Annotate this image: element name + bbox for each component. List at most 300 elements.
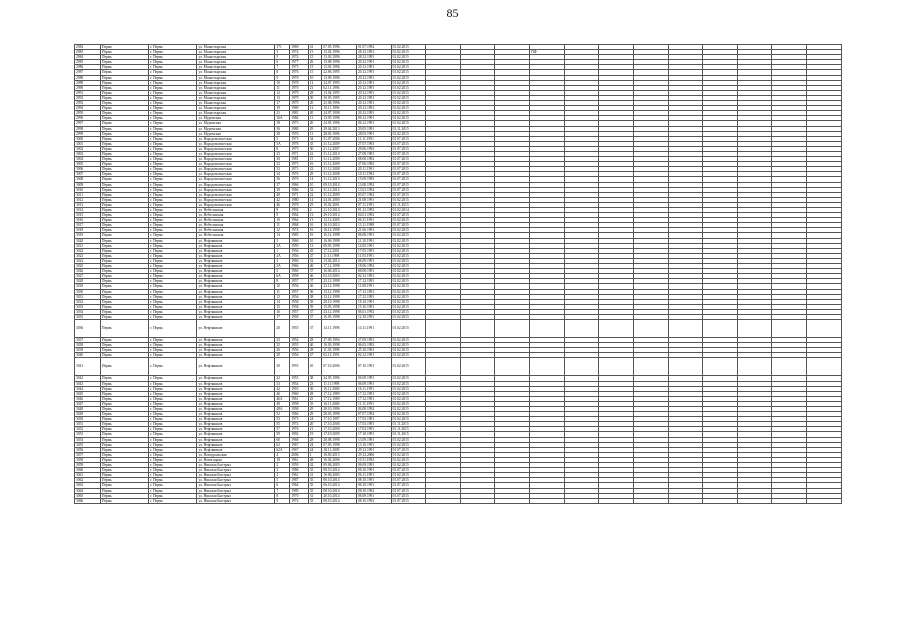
table-cell-c: г. Пермь: [149, 187, 197, 192]
table-cell-h: 17: [275, 101, 290, 106]
table-cell-c: г. Пермь: [149, 304, 197, 309]
table-cell-y: 1974: [290, 422, 309, 427]
table-cell-s: ул. Нефтяников: [197, 358, 275, 376]
registry-table: [74, 44, 842, 504]
table-cell-a: 16: [308, 223, 322, 228]
table-cell-work: [599, 358, 634, 376]
table-cell-d3: 01.02.2015: [391, 111, 426, 116]
table-cell-d: Пермь: [100, 60, 148, 65]
table-cell-c: г. Пермь: [149, 299, 197, 304]
table-cell-y: 1956: [290, 284, 309, 289]
table-cell-c: г. Пермь: [149, 258, 197, 263]
table-cell-h: 2А: [275, 253, 290, 258]
table-cell-c: г. Пермь: [149, 233, 197, 238]
table-cell-d: Пермь: [100, 269, 148, 274]
table-cell-c: г. Пермь: [149, 401, 197, 406]
table-cell-d3: 01.07.2015: [391, 182, 426, 187]
table-cell-d: Пермь: [100, 258, 148, 263]
table-cell-d3: 01.07.2015: [391, 493, 426, 498]
table-cell-d1: 17.12.1998: [322, 264, 357, 269]
table-cell-y: 1956: [290, 348, 309, 353]
table-cell-d1: 17.12.1989: [322, 391, 357, 396]
table-cell-h: 38: [275, 131, 290, 136]
table-cell-c: г. Пермь: [149, 478, 197, 483]
table-cell-s: ул. Нефтяников: [197, 314, 275, 319]
table-cell-h: 5А: [275, 141, 290, 146]
table-cell-d2: 20.12.1991: [356, 60, 391, 65]
table-cell-a: 22: [308, 167, 322, 172]
table-cell-h: 4: [275, 473, 290, 478]
table-cell-d1: 24.01.2000: [322, 197, 357, 202]
table-cell-d3: 01.07.2015: [391, 468, 426, 473]
table-cell-h: 46: [275, 202, 290, 207]
table-cell-n: 3044: [75, 386, 101, 391]
table-cell-s: ул. Монастырская: [197, 65, 275, 70]
table-cell-d2: 28.12.1991: [356, 50, 391, 55]
table-cell-d2: 06.01.1992: [356, 309, 391, 314]
table-cell-h: 9: [275, 498, 290, 503]
table-cell-d1: 02.10.2003: [322, 274, 357, 279]
table-cell-d1: 23.12.1998: [322, 309, 357, 314]
table-cell-h: 55: [275, 422, 290, 427]
table-cell-a: 10: [308, 238, 322, 243]
table-cell-a: 20: [308, 422, 322, 427]
table-cell-h: 23: [275, 151, 290, 156]
table-cell-y: 2006: [290, 452, 309, 457]
table-cell-d: Пермь: [100, 447, 148, 452]
table-cell-d3: 01.11.2015: [391, 126, 426, 131]
table-cell-d3: 01.07.2015: [391, 177, 426, 182]
table-cell-y: 1971: [290, 167, 309, 172]
table-cell-s: ул. Нефтяников: [197, 343, 275, 348]
table-cell-y: 1958: [290, 304, 309, 309]
table-cell-s: ул. Нефтяников: [197, 248, 275, 253]
table-cell-a: 35: [308, 141, 322, 146]
table-cell-d2: 06.08.1991: [356, 233, 391, 238]
table-cell-a: 41: [308, 45, 322, 50]
table-cell-y: 1978: [290, 80, 309, 85]
table-cell-s: ул. Нефтяников: [197, 274, 275, 279]
table-cell-y: 1980: [290, 197, 309, 202]
table-cell-s: ул. Нефтяников: [197, 417, 275, 422]
table-cell-c: г. Пермь: [149, 162, 197, 167]
table-cell-d2: 17.03.1991: [356, 417, 391, 422]
table-cell-d: Пермь: [100, 493, 148, 498]
table-cell-h: 16А: [275, 116, 290, 121]
table-cell-s: ул. Муромская: [197, 131, 275, 136]
table-cell-c: г. Пермь: [149, 279, 197, 284]
table-cell-h: 9: [275, 75, 290, 80]
table-cell-d2: 01.07.1992: [356, 45, 391, 50]
table-cell-y: 1958: [290, 401, 309, 406]
table-cell-s: ул. Николая Быстрых: [197, 488, 275, 493]
table-cell-h: 9: [275, 213, 290, 218]
table-cell-s: ул. Нефтяников: [197, 284, 275, 289]
table-cell-h: 13: [275, 95, 290, 100]
table-cell-h: 29: [275, 353, 290, 358]
table-cell-c: г. Пермь: [149, 95, 197, 100]
table-cell-y: 1967: [290, 447, 309, 452]
table-cell-d2: 06.09.1991: [356, 258, 391, 263]
table-cell-c: г. Пермь: [149, 381, 197, 386]
table-cell-c: г. Пермь: [149, 146, 197, 151]
table-cell-y: 1957: [290, 279, 309, 284]
table-cell-work: [668, 358, 703, 376]
table-cell-n: 3012: [75, 197, 101, 202]
table-cell-y: 1976: [290, 172, 309, 177]
table-cell-d1: 31.12.2009: [322, 141, 357, 146]
table-cell-d1: 13.02.1996: [322, 50, 357, 55]
table-cell-y: 1954: [290, 381, 309, 386]
table-cell-s: ул. Монастырская: [197, 101, 275, 106]
table-cell-d1: 08.10.2014: [322, 488, 357, 493]
table-cell-d: Пермь: [100, 468, 148, 473]
table-cell-d1: 10.02.2001: [322, 202, 357, 207]
table-cell-s: ул. Нефтяников: [197, 386, 275, 391]
table-cell-d: Пермь: [100, 65, 148, 70]
table-cell-d3: 01.02.2015: [391, 294, 426, 299]
table-cell-c: г. Пермь: [149, 101, 197, 106]
table-cell-d: Пермь: [100, 75, 148, 80]
table-cell-d: Пермь: [100, 182, 148, 187]
table-cell-d2: 27.07.1993: [356, 141, 391, 146]
table-cell-s: ул. Монастырская: [197, 75, 275, 80]
table-cell-d2: 20.12.1991: [356, 85, 391, 90]
table-cell-d3: 01.07.2015: [391, 172, 426, 177]
table-cell-d3: 01.11.2015: [391, 427, 426, 432]
table-cell-d1: 16.06.1998: [322, 238, 357, 243]
table-cell-c: г. Пермь: [149, 348, 197, 353]
table-cell-d: Пермь: [100, 478, 148, 483]
table-cell-a: 23: [308, 381, 322, 386]
table-cell-d1: 13.12.1998: [322, 294, 357, 299]
table-cell-n: 3027: [75, 274, 101, 279]
table-cell-h: 5: [275, 269, 290, 274]
table-cell-h: 17: [275, 314, 290, 319]
table-cell-d2: 08.10.1992: [356, 498, 391, 503]
table-cell-y: 1979: [290, 90, 309, 95]
table-cell-h: 21: [275, 111, 290, 116]
table-cell-y: 1979: [290, 95, 309, 100]
table-cell-d1: 17.12.2001: [322, 248, 357, 253]
table-cell-c: г. Пермь: [149, 151, 197, 156]
table-cell-n: 3015: [75, 213, 101, 218]
table-cell-d3: 01.02.2015: [391, 85, 426, 90]
table-cell-d3: 01.11.2015: [391, 432, 426, 437]
table-cell-work: [426, 498, 461, 503]
table-cell-d2: 06.09.1991: [356, 376, 391, 381]
table-cell-y: 1958: [290, 299, 309, 304]
table-cell-h: 3: [275, 50, 290, 55]
table-cell-a: 46: [308, 264, 322, 269]
table-cell-a: 20: [308, 101, 322, 106]
table-cell-d2: 28.03.1991: [356, 131, 391, 136]
table-cell-y: 1964: [290, 218, 309, 223]
table-cell-n: 2998: [75, 126, 101, 131]
table-cell-s: ул. Нефтяников: [197, 376, 275, 381]
table-cell-c: г. Пермь: [149, 432, 197, 437]
table-cell-d: Пермь: [100, 162, 148, 167]
table-cell-s: ул. Монастырская: [197, 111, 275, 116]
table-cell-c: г. Пермь: [149, 228, 197, 233]
table-cell-s: ул. Нефтяников: [197, 407, 275, 412]
table-cell-s: ул. Нефтяников: [197, 258, 275, 263]
table-cell-y: 1971: [290, 151, 309, 156]
table-cell-d2: 14.05.1991: [356, 243, 391, 248]
table-cell-d: Пермь: [100, 391, 148, 396]
table-cell-d1: 13.04.2014: [322, 258, 357, 263]
table-cell-n: 3009: [75, 182, 101, 187]
table-cell-d2: 06.09.1991: [356, 381, 391, 386]
table-cell-y: 1970: [290, 493, 309, 498]
table-cell-d1: 31.07.2006: [322, 136, 357, 141]
table-cell-h: 53: [275, 417, 290, 422]
table-cell-s: ул. Нефтяников: [197, 238, 275, 243]
table-cell-c: г. Пермь: [149, 192, 197, 197]
table-cell-d2: 01.12.1992: [356, 208, 391, 213]
table-cell-n: 3020: [75, 238, 101, 243]
table-cell-d3: 01.02.2015: [391, 314, 426, 319]
table-cell-y: 1971: [290, 192, 309, 197]
table-cell-c: г. Пермь: [149, 396, 197, 401]
table-cell-work: [460, 320, 495, 338]
table-cell-s: ул. Нефтяников: [197, 253, 275, 258]
table-cell-n: 3047: [75, 401, 101, 406]
table-cell-y: 1964: [290, 213, 309, 218]
table-cell-y: 1970: [290, 75, 309, 80]
table-cell-a: 30: [308, 95, 322, 100]
table-cell-d2: 20.12.1991: [356, 90, 391, 95]
table-cell-d2: 08.10.1992: [356, 488, 391, 493]
table-cell-d3: 01.02.2015: [391, 50, 426, 55]
table-cell-d: Пермь: [100, 213, 148, 218]
table-cell-n: 3043: [75, 381, 101, 386]
table-cell-a: 28: [308, 437, 322, 442]
table-cell-s: ул. Нефтяников: [197, 299, 275, 304]
table-cell-d2: 04.08.1992: [356, 407, 391, 412]
table-cell-s: ул. Монастырская: [197, 50, 275, 55]
table-cell-y: 1973: [290, 121, 309, 126]
table-cell-d3: 01.07.2015: [391, 192, 426, 197]
table-cell-d1: 20.10.1998: [322, 299, 357, 304]
table-cell-work: [668, 498, 703, 503]
table-cell-c: г. Пермь: [149, 274, 197, 279]
table-cell-d3: 01.02.2015: [391, 457, 426, 462]
table-cell-h: 32: [275, 376, 290, 381]
table-cell-d3: 01.02.2015: [391, 121, 426, 126]
table-cell-d1: 12.12.2005: [322, 218, 357, 223]
table-cell-n: 3066: [75, 498, 101, 503]
table-cell-d: Пермь: [100, 348, 148, 353]
table-cell-d: Пермь: [100, 442, 148, 447]
table-cell-n: 3059: [75, 463, 101, 468]
table-cell-y: 1983: [290, 233, 309, 238]
table-cell-work: [633, 320, 668, 338]
table-cell-d: Пермь: [100, 343, 148, 348]
table-cell-d2: 20.12.1991: [356, 65, 391, 70]
table-cell-d3: 01.02.2015: [391, 304, 426, 309]
table-cell-work: [564, 320, 599, 338]
table-cell-c: г. Пермь: [149, 473, 197, 478]
table-cell-n: 3032: [75, 299, 101, 304]
table-cell-c: г. Пермь: [149, 412, 197, 417]
table-cell-s: ул. Нефтяников: [197, 353, 275, 358]
table-cell-n: 3042: [75, 376, 101, 381]
table-cell-s: ул. Народовольческая: [197, 167, 275, 172]
table-cell-a: 39: [308, 299, 322, 304]
table-cell-d3: 01.02.2015: [391, 248, 426, 253]
table-cell-d3: 01.07.2015: [391, 136, 426, 141]
table-cell-c: г. Пермь: [149, 457, 197, 462]
table-cell-d: Пермь: [100, 228, 148, 233]
table-cell-a: 28: [308, 90, 322, 95]
table-cell-work: [772, 358, 807, 376]
table-cell-a: 14: [308, 197, 322, 202]
table-cell-n: 3040: [75, 353, 101, 358]
table-cell-s: ул. Николая Быстрых: [197, 493, 275, 498]
table-cell-n: 3018: [75, 228, 101, 233]
table-cell-c: г. Пермь: [149, 167, 197, 172]
table-cell-d3: 01.02.2015: [391, 70, 426, 75]
table-cell-n: 2995: [75, 111, 101, 116]
table-cell-d2: 04.01.1992: [356, 213, 391, 218]
table-cell-h: 52: [275, 412, 290, 417]
table-cell-d: Пермь: [100, 136, 148, 141]
table-cell-d1: 08.10.2014: [322, 498, 357, 503]
table-cell-y: 1956: [290, 353, 309, 358]
table-cell-work: [737, 320, 772, 338]
table-cell-d2: 21.08.1991: [356, 197, 391, 202]
table-cell-d2: 08.08.1992: [356, 157, 391, 162]
table-cell-d: Пермь: [100, 437, 148, 442]
table-cell-d1: 13.02.1996: [322, 55, 357, 60]
table-cell-work: [426, 358, 461, 376]
table-cell-y: 1981: [290, 157, 309, 162]
table-cell-y: 1979: [290, 101, 309, 106]
table-cell-d2: 11.03.1991: [356, 253, 391, 258]
table-cell-n: 3002: [75, 146, 101, 151]
table-cell-h: 3А: [275, 264, 290, 269]
table-cell-s: ул. Монастырская: [197, 55, 275, 60]
table-cell-h: 40: [275, 192, 290, 197]
table-cell-d2: 13.10.1991: [356, 442, 391, 447]
table-cell-d: Пермь: [100, 353, 148, 358]
table-cell-d: Пермь: [100, 338, 148, 343]
table-cell-c: г. Пермь: [149, 243, 197, 248]
table-cell-d1: 16.03.2013: [322, 452, 357, 457]
table-cell-s: ул. Нефтяников: [197, 427, 275, 432]
table-cell-y: 1976: [290, 427, 309, 432]
table-cell-s: ул. Народовольческая: [197, 162, 275, 167]
table-cell-n: 3006: [75, 167, 101, 172]
table-cell-c: г. Пермь: [149, 218, 197, 223]
table-cell-h: 37: [275, 182, 290, 187]
table-cell-a: 13: [308, 213, 322, 218]
table-cell-work: [530, 498, 565, 503]
table-cell-d2: 17.12.1991: [356, 294, 391, 299]
table-cell-d: Пермь: [100, 218, 148, 223]
table-cell-n: 3017: [75, 223, 101, 228]
table-cell-a: 28: [308, 338, 322, 343]
table-cell-n: 3013: [75, 202, 101, 207]
table-cell-a: 11: [308, 131, 322, 136]
table-cell-y: 1976: [290, 70, 309, 75]
table-cell-d3: 01.02.2015: [391, 358, 426, 376]
table-cell-a: 35: [308, 401, 322, 406]
table-cell-d2: 08.10.1991: [356, 468, 391, 473]
table-cell-d1: 22.06.1995: [322, 70, 357, 75]
table-cell-c: г. Пермь: [149, 131, 197, 136]
table-cell-a: 22: [308, 192, 322, 197]
table-cell-c: г. Пермь: [149, 121, 197, 126]
table-cell-s: ул. Нефтяников: [197, 432, 275, 437]
table-cell-d2: 27.08.1991: [356, 151, 391, 156]
table-cell-h: 5: [275, 136, 290, 141]
table-cell-n: 3056: [75, 447, 101, 452]
table-cell-s: ул. Народовольческая: [197, 151, 275, 156]
table-cell-c: г. Пермь: [149, 70, 197, 75]
table-cell-d: Пермь: [100, 427, 148, 432]
table-cell-s: ул. Народовольческая: [197, 141, 275, 146]
table-cell-n: 3008: [75, 177, 101, 182]
table-cell-c: г. Пермь: [149, 498, 197, 503]
table-cell-a: 42: [308, 463, 322, 468]
table-cell-c: г. Пермь: [149, 177, 197, 182]
table-cell-d1: 31.12.2010: [322, 151, 357, 156]
table-cell-h: 8: [275, 146, 290, 151]
table-cell-n: 3039: [75, 348, 101, 353]
table-cell-d1: 13.09.1996: [322, 75, 357, 80]
table-cell-n: 3014: [75, 208, 101, 213]
table-cell-d2: 17.03.1991: [356, 422, 391, 427]
table-cell-d2: 13.09.1991: [356, 437, 391, 442]
table-row: [75, 358, 842, 376]
table-cell-h: 48А: [275, 407, 290, 412]
table-cell-a: 41: [308, 473, 322, 478]
table-cell-c: г. Пермь: [149, 213, 197, 218]
table-cell-a: 35: [308, 468, 322, 473]
table-cell-c: г. Пермь: [149, 391, 197, 396]
table-cell-a: 16: [308, 233, 322, 238]
table-cell-s: ул. Монастырская: [197, 90, 275, 95]
table-cell-d3: 01.02.2015: [391, 238, 426, 243]
table-cell-y: 1974: [290, 55, 309, 60]
table-cell-c: г. Пермь: [149, 314, 197, 319]
table-cell-d: Пермь: [100, 172, 148, 177]
table-cell-h: 15: [275, 304, 290, 309]
table-cell-a: 15: [308, 157, 322, 162]
table-cell-d2: 08.08.1991: [356, 269, 391, 274]
table-cell-d2: 27.06.1992: [356, 162, 391, 167]
table-cell-s: ул. Новогодняя: [197, 457, 275, 462]
table-cell-a: 29: [308, 172, 322, 177]
table-cell-d1: 13.04.1995: [322, 90, 357, 95]
table-cell-h: 3: [275, 468, 290, 473]
table-cell-d1: 23.12.1998: [322, 279, 357, 284]
table-cell-d3: 01.07.2015: [391, 488, 426, 493]
table-cell-h: 19: [275, 106, 290, 111]
table-cell-d1: 07.05.1998: [322, 442, 357, 447]
table-cell-h: 3: [275, 258, 290, 263]
table-cell-y: 1969: [290, 45, 309, 50]
table-cell-a: 46: [308, 274, 322, 279]
table-cell-d: Пермь: [100, 279, 148, 284]
registry-table-container: [74, 44, 842, 504]
table-cell-s: ул. Небесинская: [197, 223, 275, 228]
table-cell-c: г. Пермь: [149, 197, 197, 202]
table-cell-s: ул. Монастырская: [197, 80, 275, 85]
table-cell-d: Пермь: [100, 488, 148, 493]
